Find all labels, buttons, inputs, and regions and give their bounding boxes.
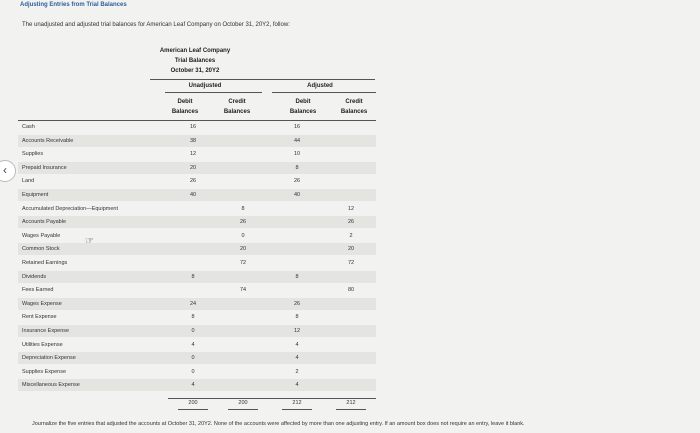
amount-cell: 8 — [295, 273, 299, 280]
double-rule — [282, 409, 312, 410]
company-name: American Leaf Company — [159, 48, 231, 54]
amount-cell: 26 — [189, 178, 197, 185]
amount-cell: 0 — [191, 355, 195, 362]
adjusted-rule — [272, 92, 376, 93]
account-name: Wages Expense — [22, 300, 62, 307]
amount-cell: 2 — [349, 232, 353, 239]
amount-cell: 12 — [189, 151, 197, 158]
amount-cell: 8 — [295, 164, 299, 171]
adj-debit-header: Debit Balances — [289, 99, 317, 115]
amount-cell: 44 — [293, 137, 301, 144]
account-name: Prepaid Insurance — [22, 164, 67, 171]
account-name: Dividends — [22, 273, 47, 280]
instructions-text: Journalize the five entries that adjusted the accounts at October 31, 20Y2. None of the accounts were affected by more than one adjusting entry. If an amount box does not require an entry, leave it blank. — [32, 421, 525, 427]
table-top-rule — [18, 120, 376, 121]
report-date: October 31, 20Y2 — [170, 68, 220, 74]
account-name: Utilities Expense — [22, 341, 63, 348]
unadjusted-header: Unadjusted — [188, 83, 222, 89]
page-title: Adjusting Entries from Trial Balances — [20, 2, 127, 8]
account-name: Rent Expense — [22, 314, 57, 321]
adj-credit-header: Credit Balances — [340, 99, 368, 115]
unadj-credit-header: Credit Balances — [223, 99, 251, 115]
amount-cell: 16 — [189, 124, 197, 130]
amount-cell: 16 — [293, 124, 301, 130]
account-name: Accounts Receivable — [22, 137, 74, 144]
amount-cell: 12 — [293, 328, 301, 334]
account-name: Supplies Expense — [22, 368, 67, 375]
back-arrow-icon[interactable]: ‹ — [0, 160, 16, 182]
row-band — [18, 216, 376, 228]
intro-text: The unadjusted and adjusted trial balances for American Leaf Company on October 31, 20Y2, follow: — [22, 22, 290, 28]
amount-cell: 74 — [239, 287, 247, 294]
account-name: Equipment — [22, 192, 49, 198]
adjusted-header: Adjusted — [307, 83, 333, 89]
amount-cell: 12 — [347, 205, 355, 212]
amount-cell: 4 — [295, 341, 299, 348]
hand-cursor-icon: ☞ — [85, 236, 94, 247]
amount-cell: 0 — [241, 232, 245, 239]
amount-cell: 38 — [189, 137, 197, 144]
amount-cell: 40 — [189, 192, 197, 198]
amount-cell: 26 — [293, 300, 301, 307]
amount-cell: 4 — [295, 382, 299, 389]
unadj-debit-header: Debit Balances — [171, 99, 199, 115]
account-name: Fees Earned — [22, 287, 54, 294]
amount-cell: 40 — [293, 192, 301, 198]
account-name: Land — [22, 178, 35, 185]
amount-cell: 72 — [239, 260, 247, 266]
total-unadj-credit: 200 — [238, 400, 248, 406]
amount-cell: 20 — [239, 246, 247, 253]
account-name: Supplies — [22, 151, 44, 158]
amount-cell: 4 — [191, 382, 195, 389]
account-name: Miscellaneous Expense — [22, 382, 80, 389]
amount-cell: 20 — [189, 164, 197, 171]
row-band — [18, 243, 376, 255]
amount-cell: 8 — [295, 314, 299, 321]
account-name: Insurance Expense — [22, 328, 70, 334]
amount-cell: 24 — [189, 300, 197, 307]
account-name: Common Stock — [22, 246, 60, 253]
amount-cell: 20 — [347, 246, 355, 253]
double-rule — [178, 409, 208, 410]
account-name: Retained Earnings — [22, 260, 68, 266]
header-rule — [150, 79, 375, 80]
double-rule — [228, 409, 258, 410]
amount-cell: 0 — [191, 368, 195, 375]
amount-cell: 4 — [191, 341, 195, 348]
account-name: Accumulated Depreciation—Equipment — [22, 205, 118, 212]
amount-cell: 10 — [293, 151, 301, 158]
amount-cell: 8 — [241, 205, 245, 212]
amount-cell: 4 — [295, 355, 299, 362]
amount-cell: 0 — [191, 328, 195, 334]
account-name: Cash — [22, 124, 35, 130]
total-adj-credit: 212 — [346, 400, 356, 406]
total-adj-debit: 212 — [292, 400, 302, 406]
amount-cell: 72 — [347, 260, 355, 266]
amount-cell: 26 — [293, 178, 301, 185]
account-name: Accounts Payable — [22, 219, 67, 226]
amount-cell: 26 — [347, 219, 355, 226]
amount-cell: 8 — [191, 273, 195, 280]
total-unadj-debit: 200 — [188, 400, 198, 406]
amount-cell: 26 — [239, 219, 247, 226]
report-name: Trial Balances — [174, 58, 216, 64]
account-name: Depreciation Expense — [22, 355, 76, 362]
account-name: Wages Payable — [22, 232, 61, 239]
amount-cell: 80 — [347, 287, 355, 294]
amount-cell: 2 — [295, 368, 299, 375]
totals-rule — [168, 398, 376, 399]
unadjusted-rule — [165, 92, 262, 93]
double-rule — [336, 409, 366, 410]
amount-cell: 8 — [191, 314, 195, 321]
